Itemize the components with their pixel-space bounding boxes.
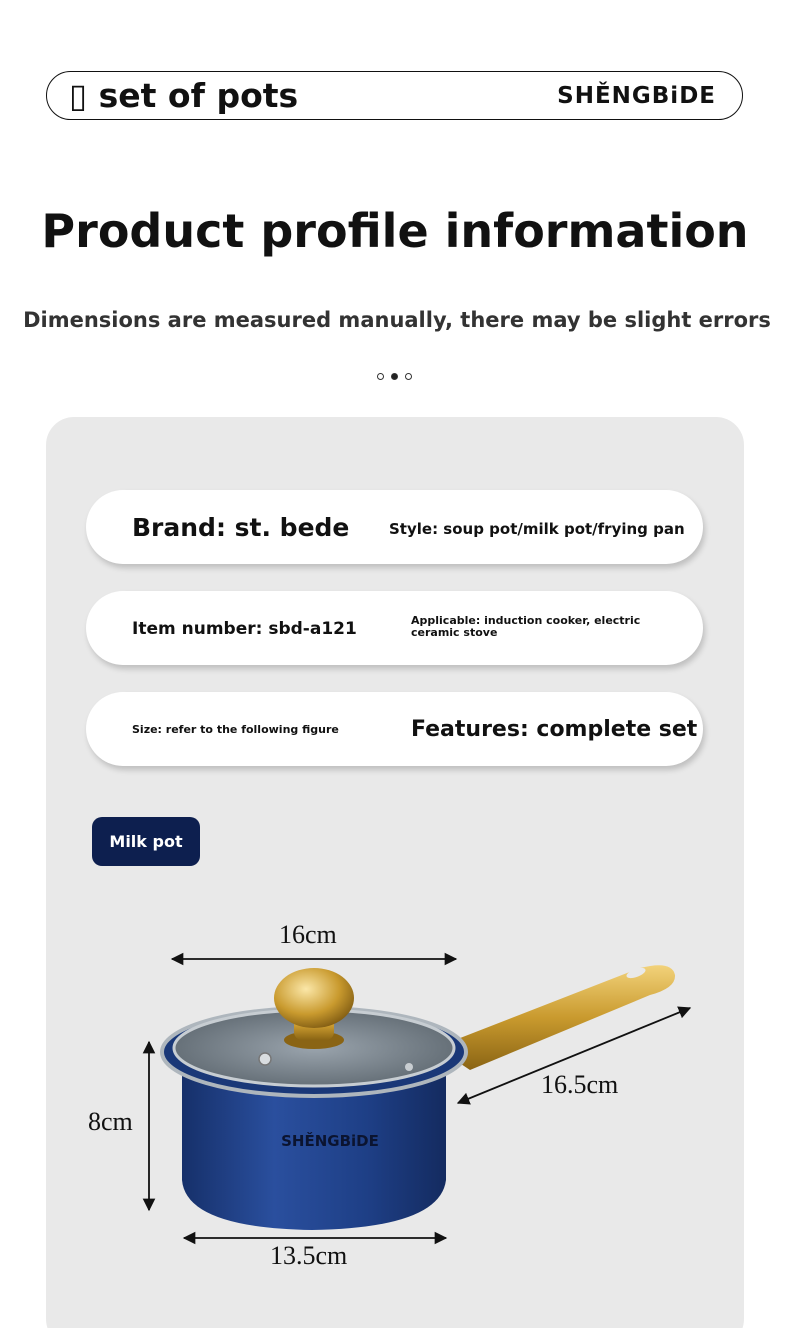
- pot-handle: [440, 965, 675, 1070]
- spec-size: Size: refer to the following figure: [132, 723, 339, 736]
- lid-rivet: [405, 1063, 413, 1071]
- spec-brand: Brand: st. bede: [132, 513, 350, 542]
- lid-knob: [274, 968, 354, 1049]
- dimension-bottom-width: 13.5cm: [270, 1241, 348, 1270]
- header-title: ▯ set of pots: [69, 76, 299, 115]
- spec-item-number: Item number: sbd-a121: [132, 619, 357, 639]
- steam-vent-icon: [259, 1053, 271, 1065]
- dimension-top-width: 16cm: [279, 920, 337, 949]
- dimension-handle: 16.5cm: [541, 1070, 619, 1099]
- brand-logo: SHĚNGBiDE: [557, 83, 716, 109]
- spec-style: Style: soup pot/milk pot/frying pan: [389, 520, 685, 538]
- pot-logo: SHĚNGBiDE: [281, 1132, 379, 1150]
- page-title: Product profile information: [41, 204, 749, 258]
- product-type-tag: Milk pot: [92, 817, 200, 866]
- spec-applicable: Applicable: induction cooker, electric ceramic stove: [411, 614, 641, 639]
- page-subtitle: Dimensions are measured manually, there may be slight errors: [23, 308, 771, 332]
- spec-features: Features: complete set: [411, 717, 698, 742]
- dimension-height: 8cm: [88, 1107, 133, 1136]
